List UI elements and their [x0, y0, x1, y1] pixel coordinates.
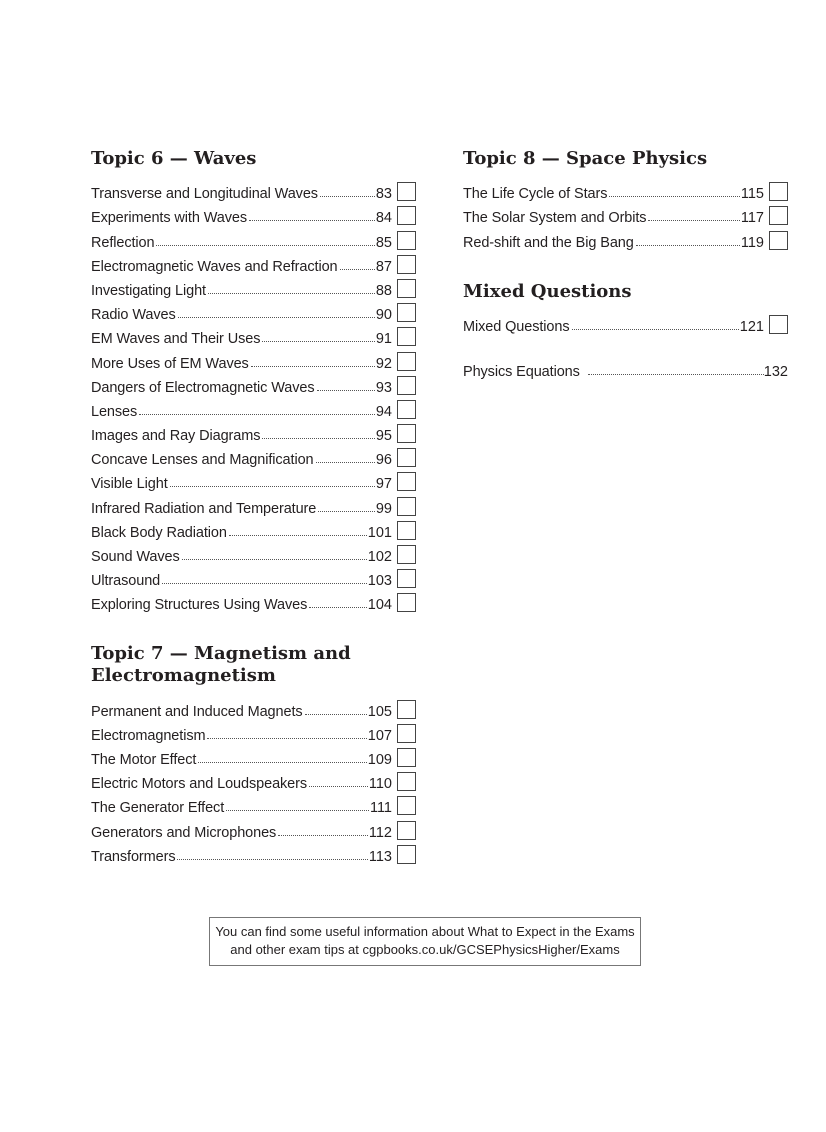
entry-title: Reflection: [91, 234, 155, 251]
progress-checkbox[interactable]: [397, 376, 416, 395]
contents-entry: [91, 372, 416, 396]
progress-checkbox[interactable]: [397, 279, 416, 298]
contents-entry: [91, 323, 416, 347]
dot-leader: [648, 220, 739, 221]
contents-entry: [91, 275, 416, 299]
progress-checkbox[interactable]: [397, 472, 416, 491]
entry-title: Images and Ray Diagrams: [91, 428, 261, 445]
dot-leader: [198, 762, 366, 763]
dot-leader: [226, 810, 369, 811]
progress-checkbox[interactable]: [397, 772, 416, 791]
dot-leader: [636, 245, 740, 246]
progress-checkbox[interactable]: [397, 724, 416, 743]
dot-leader: [178, 317, 375, 318]
entry-page: 102: [367, 549, 392, 565]
topic-7-heading: [91, 643, 416, 687]
entry-title: More Uses of EM Waves: [91, 355, 249, 372]
entry-title: The Life Cycle of Stars: [463, 186, 608, 203]
entry-title: Sound Waves: [91, 549, 180, 565]
entry-title: Concave Lenses and Magnification: [91, 452, 314, 469]
contents-entry: [91, 565, 416, 589]
dot-leader: [207, 738, 366, 739]
entry-page: 121: [739, 318, 764, 335]
progress-checkbox[interactable]: [397, 521, 416, 540]
entry-title: The Solar System and Orbits: [463, 210, 647, 227]
entry-page: 105: [367, 703, 392, 720]
entry-title: Investigating Light: [91, 282, 206, 299]
progress-checkbox[interactable]: [397, 448, 416, 467]
entry-page: 99: [375, 500, 392, 517]
topic-6-heading: Topic 6 — Waves: [91, 148, 257, 169]
dot-leader: [229, 535, 367, 536]
entry-title: Ultrasound: [91, 573, 161, 590]
progress-checkbox[interactable]: [397, 206, 416, 225]
progress-checkbox[interactable]: [397, 327, 416, 346]
contents-entry: [91, 720, 416, 744]
progress-checkbox[interactable]: [397, 821, 416, 840]
entry-page: 95: [375, 428, 392, 445]
progress-checkbox[interactable]: [769, 315, 788, 334]
right-column: [463, 148, 788, 380]
topic-8-list: [463, 178, 788, 251]
entry-title: Exploring Structures Using Waves: [91, 597, 308, 614]
entry-page: 109: [367, 751, 392, 768]
contents-entry: [91, 768, 416, 792]
entry-title: Infrared Radiation and Temperature: [91, 500, 317, 517]
entry-page: 87: [375, 258, 392, 275]
progress-checkbox[interactable]: [769, 206, 788, 225]
progress-checkbox[interactable]: [397, 231, 416, 250]
section-spacer: [463, 335, 788, 356]
entry-title: Generators and Microphones: [91, 824, 277, 841]
dot-leader: [249, 220, 375, 221]
section-spacer: [91, 613, 416, 643]
info-line-2: and other exam tips at cgpbooks.co.uk/GCSEPhysicsHigher/Exams: [230, 942, 620, 957]
entry-title: Electromagnetism: [91, 727, 206, 744]
dot-leader: [278, 835, 368, 836]
dot-leader: [318, 511, 375, 512]
dot-leader: [251, 366, 375, 367]
dot-leader: [139, 414, 375, 415]
contents-entry: [91, 468, 416, 492]
dot-leader: [317, 390, 375, 391]
dot-leader: [588, 374, 764, 375]
mixed-questions-heading: Mixed Questions: [463, 280, 632, 302]
progress-checkbox[interactable]: [397, 400, 416, 419]
progress-checkbox[interactable]: [397, 352, 416, 371]
progress-checkbox[interactable]: [397, 796, 416, 815]
entry-page: 104: [367, 597, 392, 614]
dot-leader: [262, 438, 375, 439]
contents-entry: [463, 226, 788, 250]
entry-page: 92: [375, 355, 392, 372]
dot-leader: [340, 269, 375, 270]
entry-page: 101: [367, 524, 392, 541]
contents-entry: [91, 792, 416, 816]
topic-6-list: [91, 178, 416, 613]
entry-title: Black Body Radiation: [91, 524, 227, 541]
dot-leader: [156, 245, 374, 246]
entry-page: 94: [375, 403, 392, 420]
contents-entry: [91, 202, 416, 226]
dot-leader: [309, 607, 367, 608]
progress-checkbox[interactable]: [397, 182, 416, 201]
contents-entry: [91, 347, 416, 371]
contents-entry: [91, 226, 416, 250]
physics-equations-entry: [463, 356, 788, 380]
entry-title: Experiments with Waves: [91, 210, 248, 227]
dot-leader: [316, 462, 375, 463]
entry-page: 96: [375, 452, 392, 469]
progress-checkbox[interactable]: [397, 748, 416, 767]
entry-title: The Motor Effect: [91, 751, 197, 768]
contents-entry: [91, 492, 416, 516]
topic-7-list: [91, 695, 416, 864]
entry-title: Physics Equations: [463, 363, 580, 380]
entry-title: EM Waves and Their Uses: [91, 331, 261, 348]
left-column: [91, 148, 416, 865]
topic-7-heading-line1: Topic 7 — Magnetism and: [91, 643, 351, 665]
entry-page: 97: [375, 476, 392, 493]
entry-title: Visible Light: [91, 476, 168, 493]
entry-page: 111: [369, 800, 392, 817]
dot-leader: [162, 583, 367, 584]
entry-page: 84: [375, 210, 392, 227]
progress-checkbox[interactable]: [397, 593, 416, 612]
progress-checkbox[interactable]: [397, 545, 416, 564]
contents-entry: [91, 841, 416, 865]
contents-entry: [91, 444, 416, 468]
entry-title: Permanent and Induced Magnets: [91, 703, 303, 720]
progress-checkbox[interactable]: [397, 303, 416, 322]
entry-title: Electric Motors and Loudspeakers: [91, 776, 308, 793]
entry-title: Dangers of Electromagnetic Waves: [91, 379, 315, 396]
entry-title: Red-shift and the Big Bang: [463, 234, 634, 251]
entry-page: 88: [375, 282, 392, 299]
entry-page: 103: [367, 573, 392, 590]
progress-checkbox[interactable]: [769, 182, 788, 201]
contents-entry: [91, 695, 416, 719]
dot-leader: [609, 196, 740, 197]
entry-page: 93: [375, 379, 392, 396]
topic-7-heading-line2: Electromagnetism: [91, 665, 276, 687]
entry-title: The Generator Effect: [91, 800, 225, 817]
entry-title: Mixed Questions: [463, 318, 570, 335]
entry-page: 83: [375, 186, 392, 203]
contents-entry: [91, 744, 416, 768]
entry-page: 90: [375, 307, 392, 324]
dot-leader: [182, 559, 367, 560]
entry-page: 85: [375, 234, 392, 251]
mixed-questions-list: [463, 311, 788, 335]
contents-entry: [463, 311, 788, 335]
contents-entry: [91, 517, 416, 541]
contents-entry: [91, 299, 416, 323]
contents-entry: [91, 420, 416, 444]
dot-leader: [262, 341, 375, 342]
progress-checkbox[interactable]: [397, 700, 416, 719]
progress-checkbox[interactable]: [397, 497, 416, 516]
entry-page: 112: [368, 824, 392, 841]
entry-title: Transverse and Longitudinal Waves: [91, 186, 318, 203]
entry-page: 91: [375, 331, 392, 348]
contents-entry: [463, 202, 788, 226]
info-line-1: You can find some useful information about What to Expect in the Exams: [215, 924, 635, 939]
section-spacer: [463, 251, 788, 281]
contents-entry: [91, 396, 416, 420]
dot-leader: [309, 786, 368, 787]
entry-page: 115: [740, 186, 764, 203]
entry-page: 119: [740, 234, 764, 251]
dot-leader: [305, 714, 367, 715]
entry-page: 113: [368, 848, 392, 865]
progress-checkbox[interactable]: [397, 569, 416, 588]
contents-entry: [91, 251, 416, 275]
contents-entry: [463, 178, 788, 202]
contents-entry: [91, 816, 416, 840]
entry-page: 107: [367, 727, 392, 744]
contents-entry: [91, 178, 416, 202]
contents-entry: [91, 541, 416, 565]
contents-entry: [91, 589, 416, 613]
entry-title: Transformers: [91, 848, 176, 865]
progress-checkbox[interactable]: [397, 255, 416, 274]
dot-leader: [320, 196, 375, 197]
entry-page: 132: [763, 363, 788, 380]
entry-page: 117: [740, 210, 764, 227]
progress-checkbox[interactable]: [769, 231, 788, 250]
entry-title: Electromagnetic Waves and Refraction: [91, 258, 338, 275]
exam-info-box: [209, 917, 641, 966]
progress-checkbox[interactable]: [397, 424, 416, 443]
progress-checkbox[interactable]: [397, 845, 416, 864]
dot-leader: [572, 329, 739, 330]
entry-page: 110: [368, 776, 392, 793]
dot-leader: [170, 486, 375, 487]
dot-leader: [208, 293, 375, 294]
entry-title: Radio Waves: [91, 307, 176, 324]
topic-8-heading: Topic 8 — Space Physics: [463, 148, 708, 169]
entry-title: Lenses: [91, 403, 138, 420]
dot-leader: [177, 859, 367, 860]
